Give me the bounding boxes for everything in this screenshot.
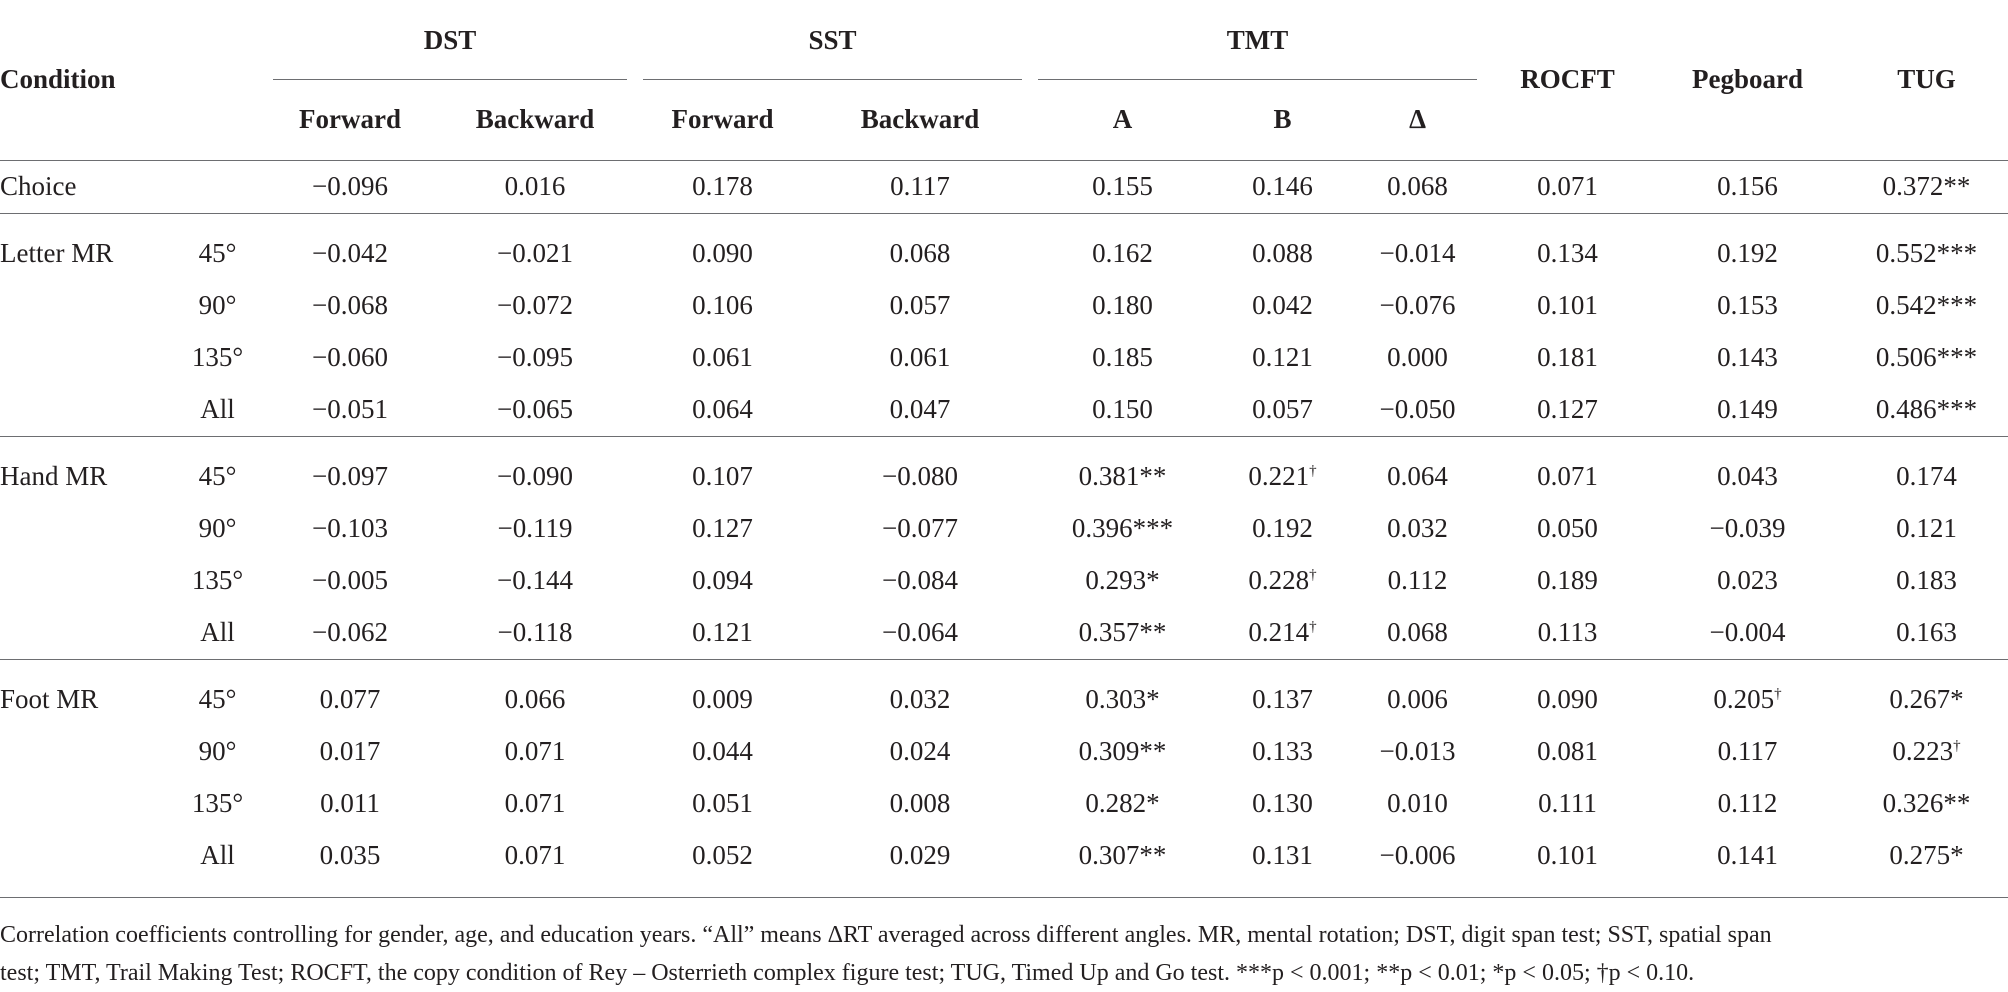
table-cell: 0.121 [692, 617, 753, 647]
table-cell: 0.068 [810, 213, 1030, 280]
table-cell: 0.127 [1537, 394, 1598, 424]
table-cell: 0.101 [1537, 290, 1598, 320]
row-angle: All [200, 394, 235, 424]
table-cell: −0.118 [497, 617, 573, 647]
table-footnote [0, 897, 2008, 992]
group-rule [273, 79, 627, 80]
table-cell: 0.282* [1085, 788, 1160, 818]
row-condition: Choice [0, 160, 170, 213]
table-cell: −0.084 [882, 565, 959, 595]
table-cell: 0.064 [692, 394, 753, 424]
table-cell: 0.162 [1030, 213, 1215, 280]
table-cell: −0.119 [497, 513, 573, 543]
table-body [0, 160, 2008, 882]
table-row [0, 503, 2008, 555]
table-row [0, 726, 2008, 778]
table-cell: −0.076 [1379, 290, 1456, 320]
footnote-line-2: test; TMT, Trail Making Test; ROCFT, the copy condition of Rey – Osterrieth complex figure test; TUG, Timed Up and Go test. ***p < 0.001; **p < 0.01; *p < 0.05; †p < 0.10. [0, 960, 1695, 986]
table-cell: 0.090 [1485, 659, 1650, 726]
row-condition [0, 830, 170, 882]
table-row [0, 659, 2008, 726]
header-tmt-delta: Δ [1350, 80, 1485, 160]
table-cell: 0.275* [1889, 840, 1964, 870]
table-cell: 0.552*** [1845, 213, 2008, 280]
table-cell: 0.112 [1717, 788, 1778, 818]
table-cell: 0.396*** [1071, 513, 1174, 543]
table-cell: 0.071 [1485, 436, 1650, 503]
table-cell: 0.192 [1252, 513, 1313, 543]
row-angle: 90° [198, 513, 237, 543]
table-cell: 0.061 [692, 342, 753, 372]
row-condition: Foot MR [0, 659, 170, 726]
row-angle: 45° [170, 436, 265, 503]
table-cell: 0.023 [1717, 565, 1778, 595]
row-condition [0, 384, 170, 437]
header-row-groups [0, 0, 2008, 80]
table-cell: −0.039 [1709, 513, 1786, 543]
table-cell: 0.223† [1892, 736, 1961, 766]
table-cell: 0.214† [1248, 617, 1317, 647]
header-sst-forward: Forward [635, 80, 810, 160]
table-cell: −0.006 [1379, 840, 1456, 870]
table-cell: 0.057 [1252, 394, 1313, 424]
table-cell: 0.047 [889, 394, 951, 424]
table-cell: 0.088 [1215, 213, 1350, 280]
table-cell: 0.117 [810, 160, 1030, 213]
header-dst-backward: Backward [435, 80, 635, 160]
table-row [0, 830, 2008, 882]
row-angle: 45° [170, 659, 265, 726]
table-cell: 0.094 [692, 565, 753, 595]
table-cell: −0.065 [497, 394, 573, 424]
header-tmt-b: B [1215, 80, 1350, 160]
table-cell: 0.150 [1092, 394, 1153, 424]
table-cell: −0.060 [312, 342, 388, 372]
table-cell: 0.066 [435, 659, 635, 726]
header-group-sst-label: SST [808, 24, 857, 55]
table-cell: 0.117 [1717, 736, 1778, 766]
row-condition [0, 607, 170, 660]
table-cell: −0.062 [312, 617, 388, 647]
table-cell: 0.068 [1387, 617, 1448, 647]
header-dst-forward: Forward [265, 80, 435, 160]
table-cell: 0.043 [1650, 436, 1845, 503]
table-cell: −0.064 [882, 617, 959, 647]
table-cell: 0.068 [1350, 160, 1485, 213]
header-tug: TUG [1897, 64, 1956, 95]
table-cell: 0.185 [1092, 342, 1153, 372]
table-cell: 0.174 [1845, 436, 2008, 503]
row-condition [0, 726, 170, 778]
table-cell: −0.013 [1379, 736, 1456, 766]
dagger-mark: † [1309, 567, 1317, 583]
table-cell: 0.051 [692, 788, 753, 818]
table-cell: 0.192 [1650, 213, 1845, 280]
table-cell: 0.155 [1030, 160, 1215, 213]
table-cell: 0.357** [1078, 617, 1167, 647]
table-cell: 0.017 [319, 736, 381, 766]
table-cell: 0.163 [1896, 617, 1957, 647]
table-cell: 0.101 [1537, 840, 1598, 870]
table-cell: 0.127 [692, 513, 753, 543]
table-cell: 0.178 [635, 160, 810, 213]
table-cell: 0.111 [1538, 788, 1597, 818]
table-cell: 0.029 [889, 840, 951, 870]
table-cell: −0.096 [265, 160, 435, 213]
table-cell: 0.141 [1717, 840, 1778, 870]
table-cell: 0.228† [1248, 565, 1317, 595]
table-cell: 0.057 [889, 290, 951, 320]
table-cell: 0.372** [1845, 160, 2008, 213]
table-cell: 0.381** [1030, 436, 1215, 503]
header-group-tmt-label: TMT [1226, 24, 1289, 55]
table-row [0, 778, 2008, 830]
row-angle [170, 160, 265, 213]
table-cell: 0.149 [1717, 394, 1778, 424]
table-cell: −0.014 [1350, 213, 1485, 280]
table-cell: −0.077 [882, 513, 959, 543]
header-group-dst-label: DST [423, 24, 477, 55]
row-angle: 135° [191, 342, 244, 372]
table-row [0, 332, 2008, 384]
table-row [0, 213, 2008, 280]
table-cell: 0.071 [1485, 160, 1650, 213]
header-group-sst [635, 0, 1030, 80]
table-cell: −0.005 [312, 565, 388, 595]
table-cell: −0.004 [1709, 617, 1786, 647]
table-cell: 0.293* [1085, 565, 1160, 595]
table-cell: 0.044 [692, 736, 753, 766]
table-cell: 0.205† [1650, 659, 1845, 726]
table-cell: 0.131 [1252, 840, 1313, 870]
table-cell: 0.032 [1387, 513, 1448, 543]
table-cell: 0.326** [1882, 788, 1971, 818]
table-cell: 0.077 [265, 659, 435, 726]
table-cell: 0.143 [1717, 342, 1778, 372]
header-tmt-a: A [1030, 80, 1215, 160]
table-cell: 0.008 [889, 788, 951, 818]
table-cell: −0.072 [497, 290, 573, 320]
row-condition: Letter MR [0, 213, 170, 280]
table-cell: −0.103 [312, 513, 388, 543]
table-cell: 0.016 [435, 160, 635, 213]
table-cell: 0.050 [1537, 513, 1598, 543]
row-condition: Hand MR [0, 436, 170, 503]
table-cell: 0.542*** [1875, 290, 1978, 320]
table-cell: −0.068 [312, 290, 388, 320]
table-cell: 0.221† [1215, 436, 1350, 503]
row-condition [0, 555, 170, 607]
row-angle: 90° [198, 736, 237, 766]
table-cell: −0.095 [497, 342, 573, 372]
table-cell: 0.052 [692, 840, 753, 870]
table-cell: 0.303* [1030, 659, 1215, 726]
table-cell: 0.035 [319, 840, 381, 870]
table-cell: 0.064 [1350, 436, 1485, 503]
row-condition [0, 332, 170, 384]
header-pegboard: Pegboard [1692, 64, 1804, 95]
group-rule [1038, 79, 1477, 80]
row-angle: 135° [191, 788, 244, 818]
header-group-dst [265, 0, 635, 80]
table-cell: −0.097 [265, 436, 435, 503]
table-cell: 0.134 [1485, 213, 1650, 280]
table-cell: 0.146 [1215, 160, 1350, 213]
table-cell: 0.121 [1252, 342, 1313, 372]
table-cell: 0.121 [1896, 513, 1957, 543]
row-angle: 90° [198, 290, 237, 320]
header-condition: Condition [0, 64, 116, 95]
table-cell: −0.090 [435, 436, 635, 503]
table-cell: 0.071 [504, 840, 566, 870]
table-cell: 0.107 [635, 436, 810, 503]
table-cell: 0.156 [1650, 160, 1845, 213]
row-condition [0, 503, 170, 555]
table-cell: −0.080 [810, 436, 1030, 503]
table-cell: 0.486*** [1875, 394, 1978, 424]
table-row [0, 607, 2008, 660]
table-cell: 0.506*** [1875, 342, 1978, 372]
table-cell: 0.153 [1717, 290, 1778, 320]
dagger-mark: † [1309, 619, 1317, 635]
row-angle: All [200, 617, 235, 647]
table-cell: 0.183 [1896, 565, 1957, 595]
table-cell: 0.180 [1092, 290, 1153, 320]
table-cell: 0.009 [635, 659, 810, 726]
row-angle: 45° [170, 213, 265, 280]
table-cell: −0.021 [435, 213, 635, 280]
table-cell: 0.181 [1537, 342, 1598, 372]
table-cell: −0.144 [497, 565, 573, 595]
table-cell: 0.137 [1215, 659, 1350, 726]
footnote-line-1: Correlation coefficients controlling for gender, age, and education years. “All” means ΔRT averaged across different angles. MR, mental rotation; DST, digit span test; SST, spatial span [0, 922, 1772, 948]
table-row [0, 555, 2008, 607]
table-cell: 0.113 [1537, 617, 1598, 647]
dagger-mark: † [1774, 686, 1782, 702]
dagger-mark: † [1953, 738, 1961, 754]
table-cell: −0.050 [1379, 394, 1456, 424]
table-cell: 0.061 [889, 342, 951, 372]
table-row [0, 384, 2008, 437]
table-row [0, 160, 2008, 213]
row-condition [0, 778, 170, 830]
table-cell: 0.071 [504, 736, 566, 766]
row-angle: All [200, 840, 235, 870]
table-cell: 0.024 [889, 736, 951, 766]
table-cell: 0.112 [1387, 565, 1448, 595]
table-cell: 0.090 [635, 213, 810, 280]
header-group-tmt [1030, 0, 1485, 80]
table-cell: 0.071 [504, 788, 566, 818]
table-cell: −0.042 [265, 213, 435, 280]
table-cell: 0.267* [1845, 659, 2008, 726]
table-cell: 0.011 [320, 788, 380, 818]
table-cell: 0.081 [1537, 736, 1598, 766]
dagger-mark: † [1309, 463, 1317, 479]
table-cell: 0.006 [1350, 659, 1485, 726]
table-row [0, 436, 2008, 503]
table-cell: −0.051 [312, 394, 388, 424]
table-cell: 0.010 [1387, 788, 1448, 818]
header-rocft: ROCFT [1520, 64, 1615, 95]
table-cell: 0.000 [1387, 342, 1448, 372]
table-cell: 0.032 [810, 659, 1030, 726]
table-cell: 0.130 [1252, 788, 1313, 818]
table-cell: 0.106 [692, 290, 753, 320]
table-cell: 0.309** [1078, 736, 1167, 766]
table-cell: 0.189 [1537, 565, 1598, 595]
table-cell: 0.133 [1252, 736, 1313, 766]
table-row [0, 280, 2008, 332]
table-cell: 0.307** [1078, 840, 1167, 870]
header-sst-backward: Backward [810, 80, 1030, 160]
row-angle: 135° [191, 565, 244, 595]
row-condition [0, 280, 170, 332]
table-cell: 0.042 [1252, 290, 1313, 320]
group-rule [643, 79, 1022, 80]
